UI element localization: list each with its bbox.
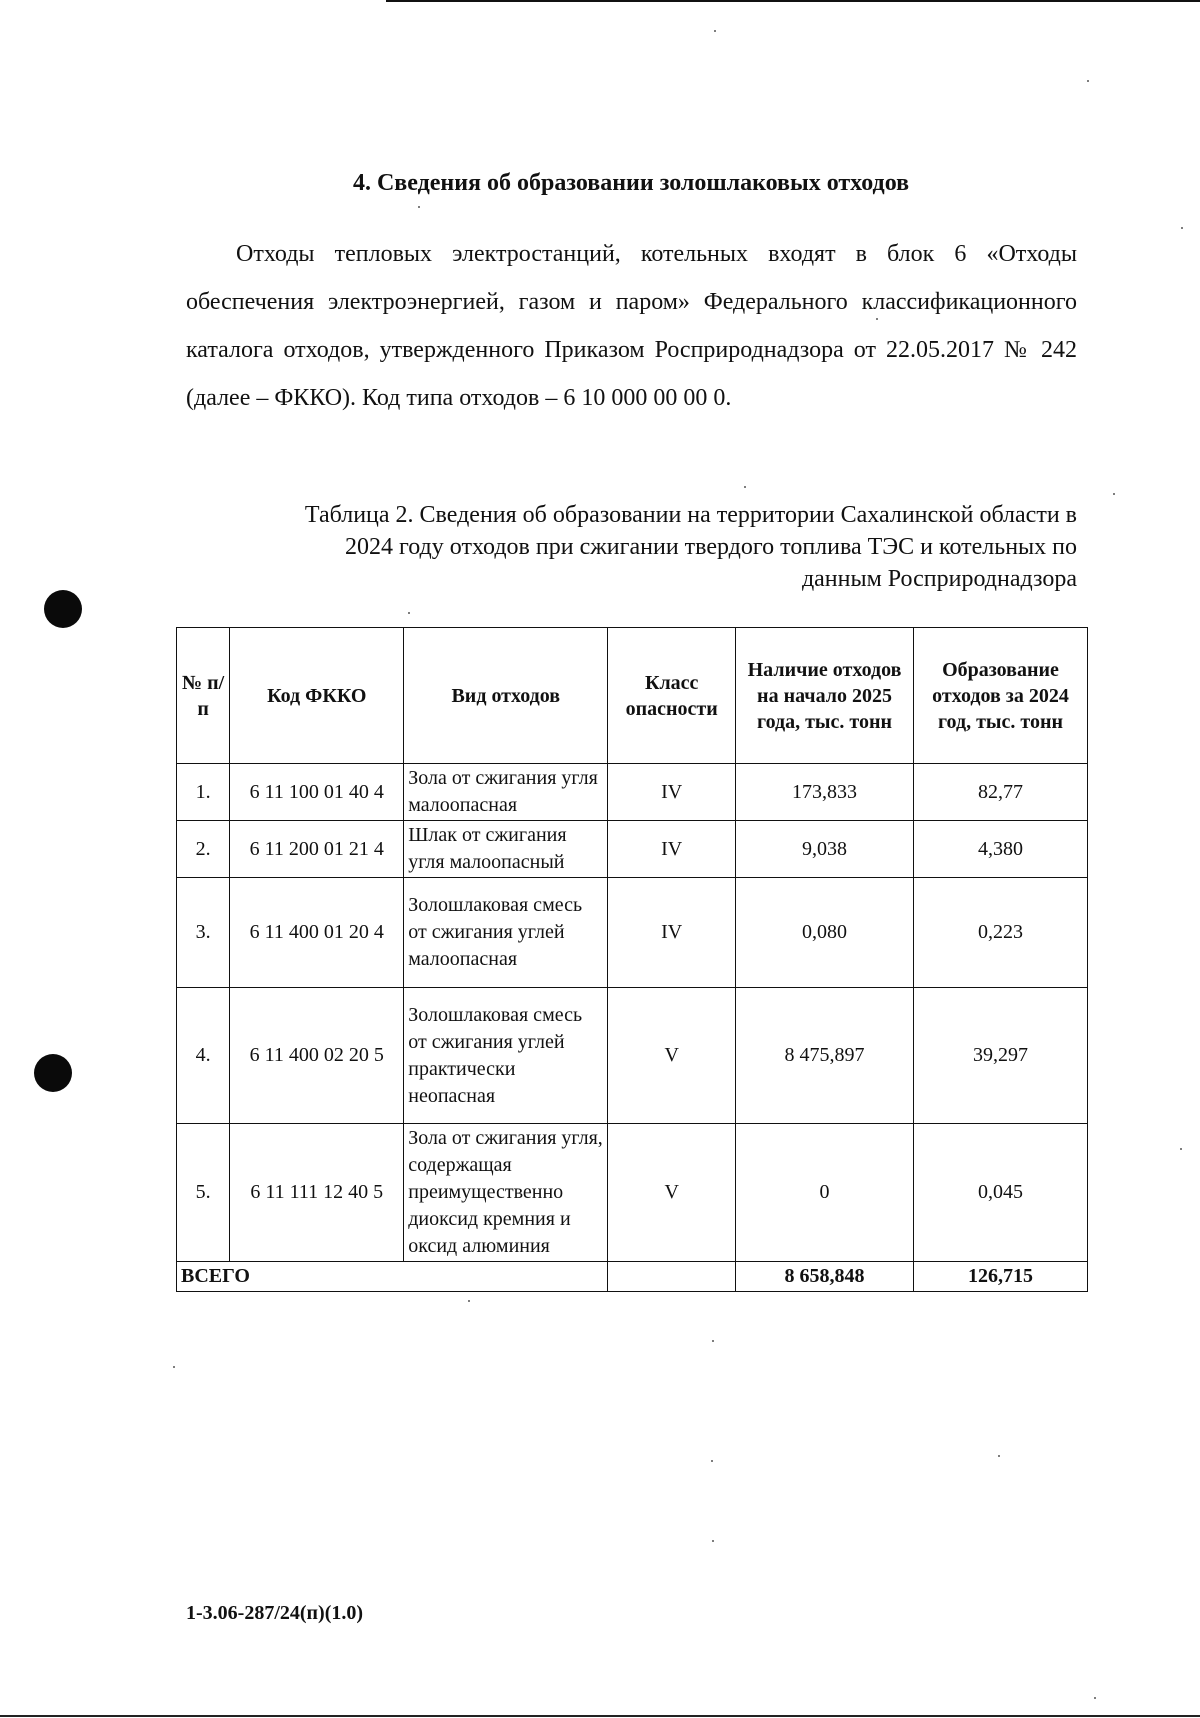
- cell-kind: Зола от сжигания угля, содержащая преимущественно диоксид кремния и оксид алюминия: [404, 1124, 608, 1262]
- cell-num: 4.: [177, 988, 230, 1124]
- scan-speck: [744, 486, 746, 488]
- table-row: [177, 1124, 1088, 1262]
- punch-hole-mark: [34, 1054, 72, 1092]
- table-header-row: [177, 628, 1088, 764]
- table-total-row: [177, 1262, 1088, 1292]
- scan-bottom-edge-line: [0, 1715, 1200, 1717]
- scan-speck: [418, 206, 420, 208]
- header-num: № п/п: [177, 628, 230, 764]
- cell-stock: 0,080: [736, 878, 914, 988]
- table-row: [177, 821, 1088, 878]
- cell-class: IV: [608, 878, 736, 988]
- cell-stock: 173,833: [736, 764, 914, 821]
- header-kind: Вид отходов: [404, 628, 608, 764]
- cell-generated: 82,77: [914, 764, 1088, 821]
- scan-speck: [712, 1340, 714, 1342]
- scan-speck: [712, 1540, 714, 1542]
- intro-paragraph: Отходы тепловых электростанций, котельных входят в блок 6 «Отходы обеспечения электроэнергией, газом и паром» Федерального классификационного каталога отходов, утвержденного Приказом Росприроднадзора от 22.05.2017 № 242 (далее – ФККО). Код типа отходов – 6 10 000 00 00 0.: [186, 241, 1077, 411]
- scan-speck: [468, 1300, 470, 1302]
- cell-stock: 8 475,897: [736, 988, 914, 1124]
- table-caption-line: данным Росприроднадзора: [801, 566, 1077, 592]
- header-code: Код ФККО: [230, 628, 404, 764]
- cell-generated: 39,297: [914, 988, 1088, 1124]
- table-row: [177, 764, 1088, 821]
- scan-speck: [1087, 80, 1089, 82]
- cell-code: 6 11 200 01 21 4: [230, 821, 404, 878]
- cell-code: 6 11 111 12 40 5: [230, 1124, 404, 1262]
- scan-speck: [1094, 1697, 1096, 1699]
- cell-class: IV: [608, 764, 736, 821]
- cell-generated: 4,380: [914, 821, 1088, 878]
- total-label: ВСЕГО: [177, 1262, 608, 1292]
- waste-table: [176, 627, 1088, 1292]
- scan-speck: [714, 30, 716, 32]
- scan-top-edge-line: [386, 0, 1200, 2]
- cell-kind: Шлак от сжигания угля малоопасный: [404, 821, 608, 878]
- total-stock: 8 658,848: [736, 1262, 914, 1292]
- table-caption-line: Таблица 2. Сведения об образовании на территории Сахалинской области в: [304, 502, 1077, 528]
- header-generated: Образование отходов за 2024 год, тыс. тонн: [914, 628, 1088, 764]
- cell-num: 2.: [177, 821, 230, 878]
- total-generated: 126,715: [914, 1262, 1088, 1292]
- total-class-empty: [608, 1262, 736, 1292]
- cell-class: IV: [608, 821, 736, 878]
- cell-num: 3.: [177, 878, 230, 988]
- table-row: [177, 988, 1088, 1124]
- cell-stock: 9,038: [736, 821, 914, 878]
- cell-stock: 0: [736, 1124, 914, 1262]
- scan-speck: [1113, 493, 1115, 495]
- scan-speck: [408, 612, 410, 614]
- cell-class: V: [608, 988, 736, 1124]
- punch-hole-mark: [44, 590, 82, 628]
- cell-class: V: [608, 1124, 736, 1262]
- cell-code: 6 11 100 01 40 4: [230, 764, 404, 821]
- header-stock: Наличие отходов на начало 2025 года, тыс. тонн: [736, 628, 914, 764]
- cell-generated: 0,045: [914, 1124, 1088, 1262]
- table-row: [177, 878, 1088, 988]
- cell-kind: Золошлаковая смесь от сжигания углей практически неопасная: [404, 988, 608, 1124]
- cell-kind: Зола от сжигания угля малоопасная: [404, 764, 608, 821]
- scan-speck: [1181, 227, 1183, 229]
- table-caption-line: 2024 году отходов при сжигании твердого топлива ТЭС и котельных по: [345, 534, 1077, 560]
- cell-code: 6 11 400 02 20 5: [230, 988, 404, 1124]
- cell-generated: 0,223: [914, 878, 1088, 988]
- scan-speck: [711, 1460, 713, 1462]
- document-code: 1-3.06-287/24(п)(1.0): [186, 1602, 364, 1624]
- header-class: Класс опасности: [608, 628, 736, 764]
- cell-code: 6 11 400 01 20 4: [230, 878, 404, 988]
- table-caption: [186, 499, 1077, 595]
- cell-num: 5.: [177, 1124, 230, 1262]
- scan-speck: [998, 1455, 1000, 1457]
- scan-speck: [173, 1366, 175, 1368]
- cell-num: 1.: [177, 764, 230, 821]
- cell-kind: Золошлаковая смесь от сжигания углей малоопасная: [404, 878, 608, 988]
- scan-speck: [1180, 1148, 1182, 1150]
- section-heading: 4. Сведения об образовании золошлаковых отходов: [352, 170, 910, 196]
